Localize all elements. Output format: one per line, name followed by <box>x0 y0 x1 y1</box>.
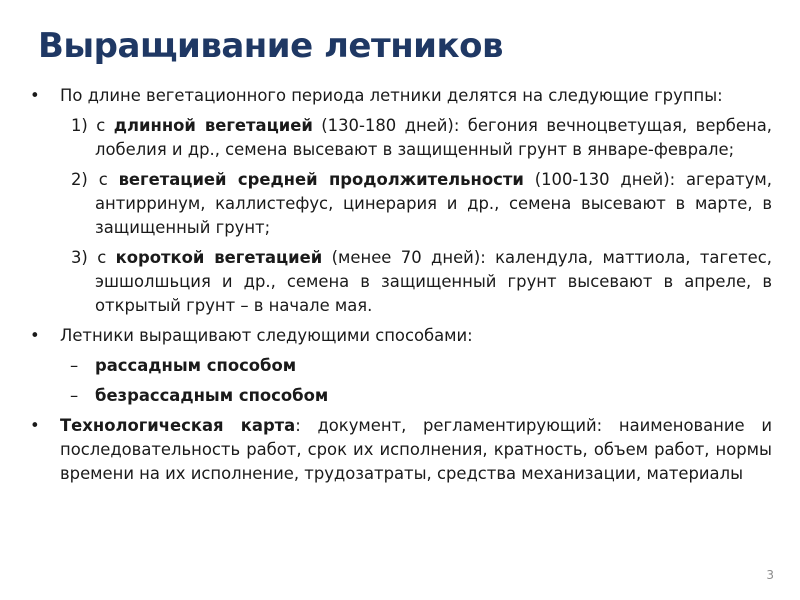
dash-marker: – <box>70 386 79 405</box>
group-number: 2) <box>71 170 88 189</box>
group-item-medium <box>30 168 772 240</box>
group-prefix: с <box>98 170 119 189</box>
group-item-long <box>30 114 772 162</box>
bullet-text: По длине вегетационного периода летники делятся на следующие группы: <box>60 86 723 105</box>
group-number: 1) <box>71 116 88 135</box>
method-item-seedling <box>30 354 772 378</box>
term-definition: : документ, регламентирующий: наименование и последовательность работ, срок их исполнения, кратность, объем работ, нормы времени на их исполнение, трудозатраты, средства механизации, материалы <box>60 416 772 483</box>
method-item-direct-sowing <box>30 384 772 408</box>
term-bold: Технологическая карта <box>60 416 296 435</box>
group-number: 3) <box>71 248 88 267</box>
group-description: (менее 70 дней): календула, маттиола, тагетес, эшшолшьция и др., семена в защищенный грунт высевают в апреле, в открытый грунт – в начале мая. <box>95 248 772 315</box>
bullet-marker: • <box>30 326 40 345</box>
bullet-text: Летники выращивают следующими способами: <box>60 326 473 345</box>
bullet-item-methods <box>30 324 772 348</box>
bullet-item-periods <box>30 84 772 108</box>
dash-marker: – <box>70 356 79 375</box>
method-text: безрассадным способом <box>95 386 329 405</box>
slide-title: Выращивание летников <box>38 26 503 66</box>
group-prefix: с <box>96 116 114 135</box>
bullet-marker: • <box>30 416 40 435</box>
group-term-bold: длинной вегетацией <box>113 116 313 135</box>
group-description: (100-130 дней): агератум, антирринум, каллистефус, цинерария и др., семена высевают в марте, в защищенный грунт; <box>95 170 772 237</box>
page-number: 3 <box>766 568 774 582</box>
bullet-item-tech-card <box>30 414 772 486</box>
method-text: рассадным способом <box>95 356 297 375</box>
slide-body <box>30 84 772 492</box>
bullet-marker: • <box>30 86 40 105</box>
group-term-bold: вегетацией средней продолжительности <box>118 170 524 189</box>
group-item-short <box>30 246 772 318</box>
group-prefix: с <box>97 248 116 267</box>
group-description: (130-180 дней): бегония вечноцветущая, вербена, лобелия и др., семена высевают в защищенный грунт в январе-феврале; <box>95 116 772 159</box>
group-term-bold: короткой вегетацией <box>115 248 323 267</box>
